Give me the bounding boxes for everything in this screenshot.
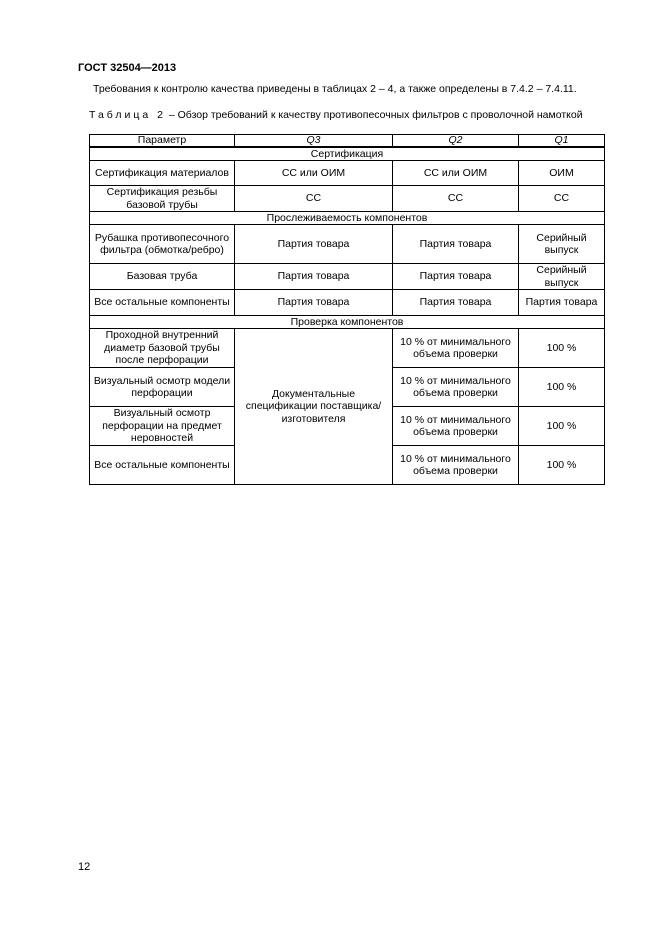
cell-q1: 100 %	[519, 368, 605, 407]
column-header-q2: Q2	[393, 135, 519, 148]
cell-q1: Серийный выпуск	[519, 225, 605, 264]
table-row	[90, 264, 605, 290]
section-row-inspection	[90, 316, 605, 329]
cell-q3: Партия товара	[235, 290, 393, 316]
cell-q3: СС	[235, 186, 393, 212]
table-row	[90, 225, 605, 264]
table-row	[90, 290, 605, 316]
cell-q3-merged: Документальные спецификации поставщика/изготовителя	[235, 329, 393, 485]
section-title: Прослеживаемость компонентов	[90, 212, 605, 225]
cell-parameter: Все остальные компоненты	[90, 446, 235, 485]
section-title: Сертификация	[90, 147, 605, 161]
document-code: ГОСТ 32504—2013	[78, 62, 177, 74]
cell-q1: 100 %	[519, 329, 605, 368]
cell-q2: СС	[393, 186, 519, 212]
column-header-parameter: Параметр	[90, 135, 235, 148]
table-caption	[89, 109, 614, 121]
table-caption-text: – Обзор требований к качеству противопесочных фильтров с проволочной намоткой	[168, 109, 583, 121]
cell-parameter: Сертификация материалов	[90, 161, 235, 186]
section-title: Проверка компонентов	[90, 316, 605, 329]
table-caption-label: Таблица 2	[89, 109, 166, 121]
column-header-q1: Q1	[519, 135, 605, 148]
table-row	[90, 161, 605, 186]
cell-q2: Партия товара	[393, 264, 519, 290]
quality-requirements-table	[89, 134, 605, 485]
table-row	[90, 186, 605, 212]
cell-parameter: Базовая труба	[90, 264, 235, 290]
cell-q3: Партия товара	[235, 225, 393, 264]
cell-q1: 100 %	[519, 446, 605, 485]
cell-q2: 10 % от минимального объема проверки	[393, 446, 519, 485]
cell-q1: ОИМ	[519, 161, 605, 186]
cell-parameter: Визуальный осмотр перфорации на предмет неровностей	[90, 407, 235, 446]
cell-q3: Партия товара	[235, 264, 393, 290]
cell-q2: 10 % от минимального объема проверки	[393, 407, 519, 446]
cell-parameter: Рубашка противопесочного фильтра (обмотка/ребро)	[90, 225, 235, 264]
cell-q2: Партия товара	[393, 225, 519, 264]
cell-q1: Партия товара	[519, 290, 605, 316]
cell-parameter: Все остальные компоненты	[90, 290, 235, 316]
cell-q3: СС или ОИМ	[235, 161, 393, 186]
cell-parameter: Сертификация резьбы базовой трубы	[90, 186, 235, 212]
cell-q1: СС	[519, 186, 605, 212]
cell-q1: 100 %	[519, 407, 605, 446]
page-number: 12	[78, 861, 91, 873]
cell-q2: 10 % от минимального объема проверки	[393, 368, 519, 407]
cell-parameter: Визуальный осмотр модели перфорации	[90, 368, 235, 407]
cell-q2: СС или ОИМ	[393, 161, 519, 186]
column-header-q3: Q3	[235, 135, 393, 148]
intro-paragraph: Требования к контролю качества приведены в таблицах 2 – 4, а также определены в 7.4.2 – 7.4.11.	[93, 83, 577, 95]
table-header-row	[90, 135, 605, 148]
section-row-certification	[90, 147, 605, 161]
cell-q1: Серийный выпуск	[519, 264, 605, 290]
cell-parameter: Проходной внутренний диаметр базовой трубы после перфорации	[90, 329, 235, 368]
section-row-traceability	[90, 212, 605, 225]
cell-q2: 10 % от минимального объема проверки	[393, 329, 519, 368]
cell-q2: Партия товара	[393, 290, 519, 316]
table-row	[90, 329, 605, 368]
